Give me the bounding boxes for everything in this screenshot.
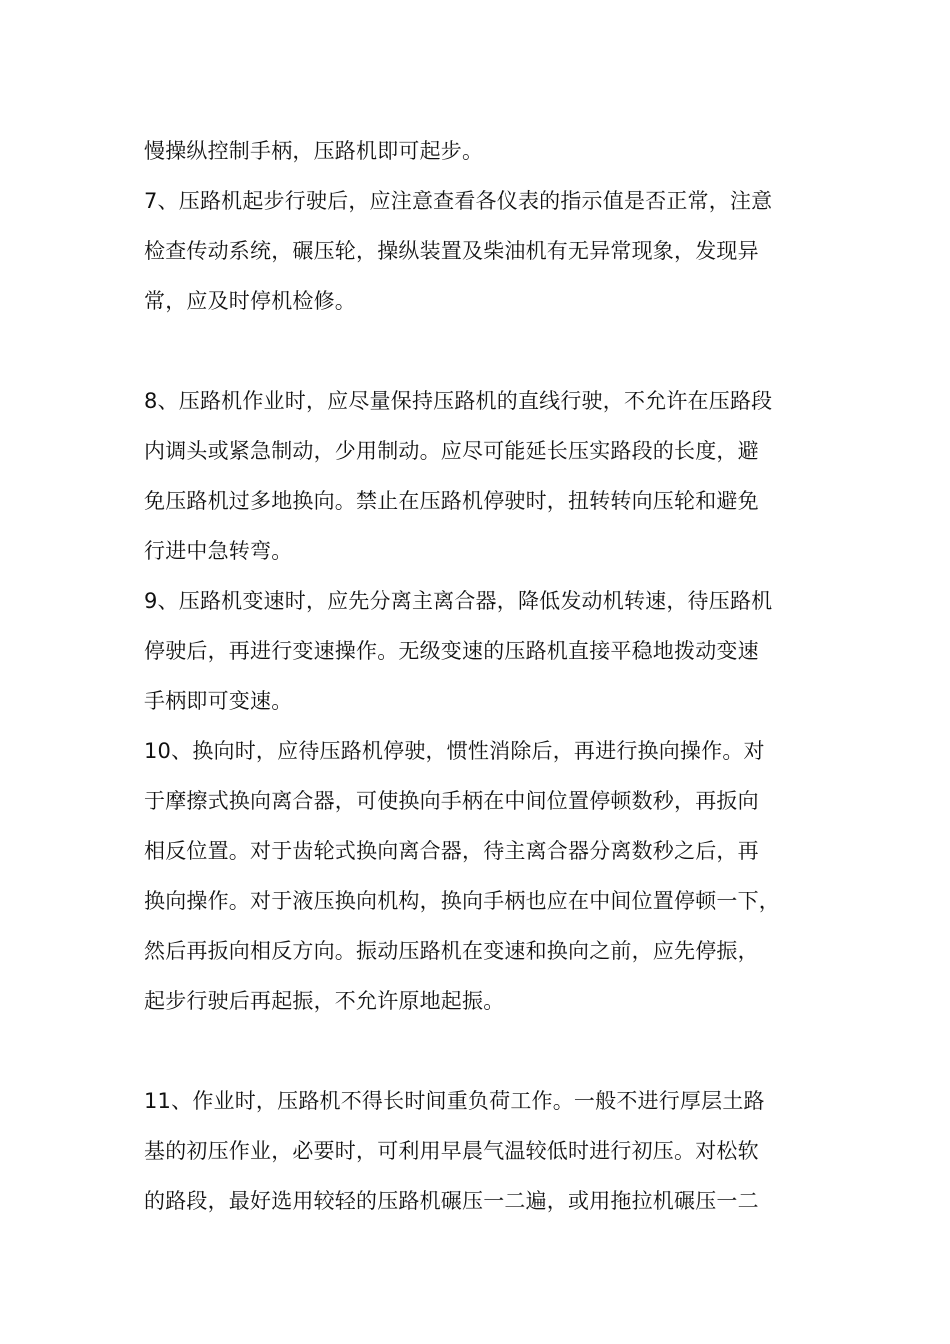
text-line: 换向操作。对于液压换向机构，换向手柄也应在中间位置停顿一下， — [144, 889, 780, 913]
text-line: 内调头或紧急制动，少用制动。应尽可能延长压实路段的长度，避 — [144, 439, 759, 463]
text-line: 的路段，最好选用较轻的压路机碾压一二遍，或用拖拉机碾压一二 — [144, 1189, 759, 1213]
text-line: 行进中急转弯。 — [144, 539, 293, 563]
text-line: 常，应及时停机检修。 — [144, 289, 356, 313]
text-line: 11、作业时，压路机不得长时间重负荷工作。一般不进行厚层土路 — [144, 1089, 765, 1113]
text-line: 9、压路机变速时，应先分离主离合器，降低发动机转速，待压路机 — [144, 589, 773, 613]
text-line: 于摩擦式换向离合器，可使换向手柄在中间位置停顿数秒，再扳向 — [144, 789, 759, 813]
text-line: 10、换向时，应待压路机停驶，惯性消除后，再进行换向操作。对 — [144, 739, 765, 763]
text-line: 起步行驶后再起振，不允许原地起振。 — [144, 989, 505, 1013]
text-line: 免压路机过多地换向。禁止在压路机停驶时，扭转转向压轮和避免 — [144, 489, 759, 513]
text-line: 相反位置。对于齿轮式换向离合器，待主离合器分离数秒之后，再 — [144, 839, 759, 863]
text-line: 手柄即可变速。 — [144, 689, 293, 713]
text-line: 慢操纵控制手柄，压路机即可起步。 — [144, 139, 484, 163]
paragraph-spacer — [144, 326, 824, 376]
text-line: 检查传动系统，碾压轮，操纵装置及柴油机有无异常现象，发现异 — [144, 239, 759, 263]
document-body — [144, 126, 824, 1226]
text-line: 停驶后，再进行变速操作。无级变速的压路机直接平稳地拨动变速 — [144, 639, 759, 663]
text-line: 7、压路机起步行驶后，应注意查看各仪表的指示值是否正常，注意 — [144, 189, 773, 213]
paragraph-spacer — [144, 1026, 824, 1076]
text-line: 基的初压作业，必要时，可利用早晨气温较低时进行初压。对松软 — [144, 1139, 759, 1163]
text-line: 然后再扳向相反方向。振动压路机在变速和换向之前，应先停振， — [144, 939, 759, 963]
text-line: 8、压路机作业时，应尽量保持压路机的直线行驶，不允许在压路段 — [144, 389, 773, 413]
